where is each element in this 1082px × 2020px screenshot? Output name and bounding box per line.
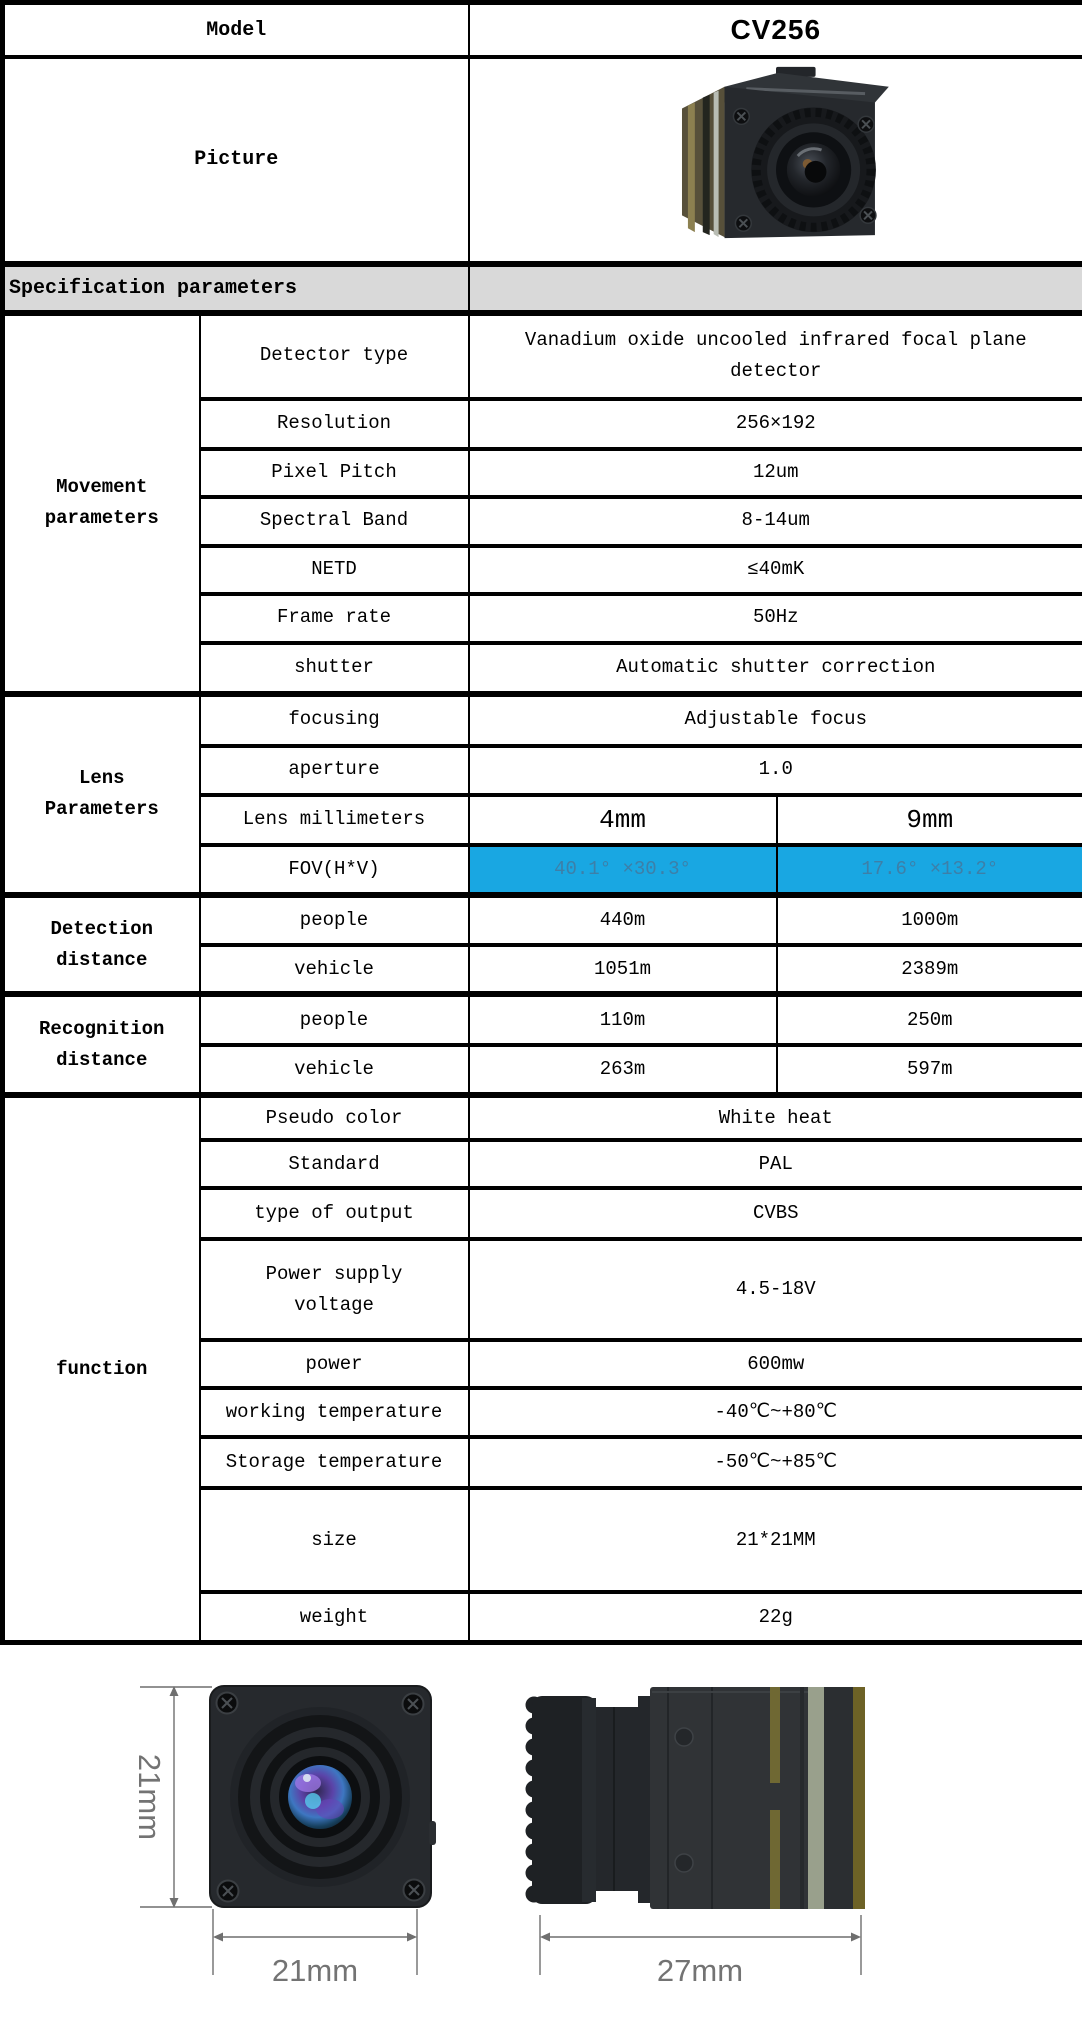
category-recognition: Recognition distance: [3, 994, 200, 1095]
row-value: Vanadium oxide uncooled infrared focal plane detector: [469, 313, 1082, 399]
row-label: weight: [200, 1592, 469, 1642]
row-label: Power supply voltage: [200, 1239, 469, 1340]
row-label: Detector type: [200, 313, 469, 399]
table-row: [3, 994, 1082, 1045]
row-value: 1000m: [777, 895, 1082, 945]
lens-4mm-header: 4mm: [469, 795, 777, 846]
dimension-drawings: [0, 1645, 1082, 2015]
table-row: [3, 313, 1082, 399]
row-label: power: [200, 1340, 469, 1388]
row-value: 21*21MM: [469, 1488, 1082, 1592]
row-label: Pixel Pitch: [200, 449, 469, 497]
fov-9mm-value: 17.6° ×13.2°: [777, 845, 1082, 895]
row-label: NETD: [200, 546, 469, 594]
row-value: 8-14um: [469, 497, 1082, 546]
model-row: [3, 3, 1082, 58]
category-lens: Lens Parameters: [3, 694, 200, 896]
front-width-dimension-label: 21mm: [272, 1953, 358, 1988]
row-label: people: [200, 895, 469, 945]
row-label: Pseudo color: [200, 1095, 469, 1140]
fov-4mm-value: 40.1° ×30.3°: [469, 845, 777, 895]
section-header-row: [3, 264, 1082, 313]
row-value: -40℃~+80℃: [469, 1388, 1082, 1437]
row-value: 22g: [469, 1592, 1082, 1642]
row-label: FOV(H*V): [200, 845, 469, 895]
category-detection: Detection distance: [3, 895, 200, 994]
row-value: 110m: [469, 994, 777, 1045]
row-value: -50℃~+85℃: [469, 1437, 1082, 1488]
row-value: White heat: [469, 1095, 1082, 1140]
row-value: Adjustable focus: [469, 694, 1082, 746]
row-label: size: [200, 1488, 469, 1592]
row-value: 440m: [469, 895, 777, 945]
row-label: people: [200, 994, 469, 1045]
row-value: 597m: [777, 1045, 1082, 1095]
row-value: 12um: [469, 449, 1082, 497]
row-value: 1.0: [469, 746, 1082, 795]
front-view-drawing: [132, 1686, 436, 1988]
row-value: CVBS: [469, 1188, 1082, 1239]
row-value: 1051m: [469, 945, 777, 994]
category-movement: Movement parameters: [3, 313, 200, 694]
model-label: Model: [3, 3, 469, 58]
row-value: 50Hz: [469, 594, 1082, 643]
row-label: shutter: [200, 643, 469, 694]
row-label: vehicle: [200, 945, 469, 994]
side-view-drawing: [526, 1687, 866, 1988]
row-label: Storage temperature: [200, 1437, 469, 1488]
product-photo: [626, 59, 926, 249]
row-label: aperture: [200, 746, 469, 795]
picture-label: Picture: [3, 57, 469, 263]
model-value: CV256: [469, 3, 1082, 58]
row-label: Frame rate: [200, 594, 469, 643]
row-value: 2389m: [777, 945, 1082, 994]
row-label: Resolution: [200, 399, 469, 449]
picture-cell: [469, 57, 1082, 263]
front-height-dimension-label: 21mm: [132, 1754, 167, 1840]
table-row: [3, 694, 1082, 746]
row-value: 263m: [469, 1045, 777, 1095]
row-value: Automatic shutter correction: [469, 643, 1082, 694]
row-label: Lens millimeters: [200, 795, 469, 846]
row-value: PAL: [469, 1140, 1082, 1188]
row-value: 256×192: [469, 399, 1082, 449]
row-label: working temperature: [200, 1388, 469, 1437]
row-label: focusing: [200, 694, 469, 746]
table-row: [3, 895, 1082, 945]
side-width-dimension-label: 27mm: [657, 1953, 743, 1988]
section-header-spacer: [469, 264, 1082, 313]
row-value: 600mw: [469, 1340, 1082, 1388]
row-label: Spectral Band: [200, 497, 469, 546]
row-label: type of output: [200, 1188, 469, 1239]
row-value: 250m: [777, 994, 1082, 1045]
row-value: 4.5-18V: [469, 1239, 1082, 1340]
picture-row: [3, 57, 1082, 263]
row-label: vehicle: [200, 1045, 469, 1095]
camera-dimension-diagram: [0, 1645, 1082, 2015]
section-header: Specification parameters: [3, 264, 469, 313]
row-label: Standard: [200, 1140, 469, 1188]
lens-9mm-header: 9mm: [777, 795, 1082, 846]
category-function: function: [3, 1095, 200, 1642]
table-row: [3, 1095, 1082, 1140]
row-value: ≤40mK: [469, 546, 1082, 594]
